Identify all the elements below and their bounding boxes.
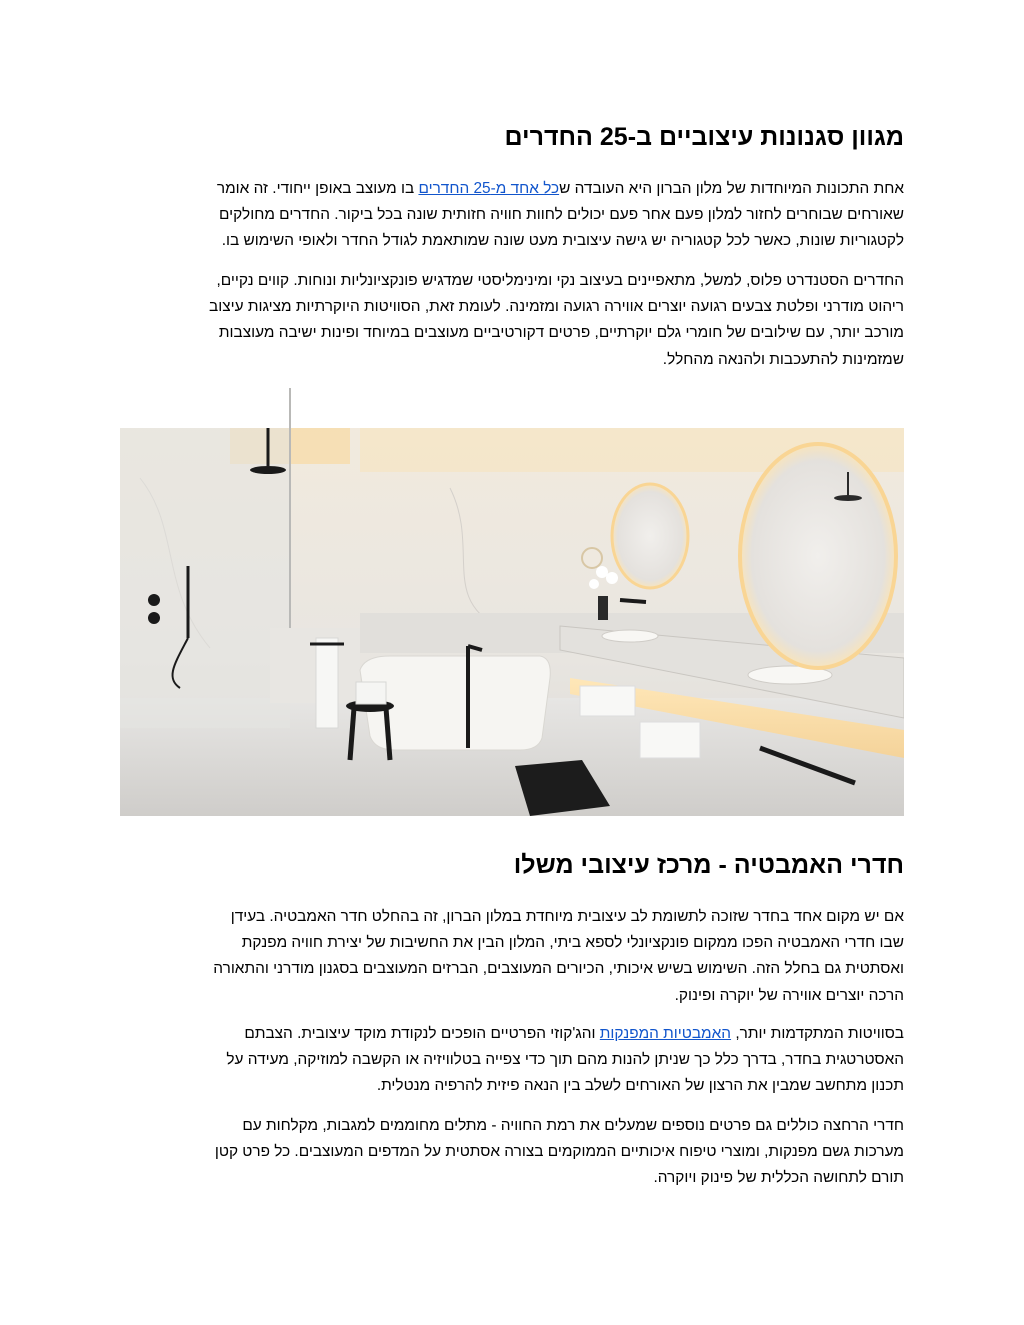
rain-shower-icon	[250, 466, 286, 474]
text-line: אחת התכונות המיוחדות של מלון הברון היא העובדה שכל אחד מ-25 החדרים בו מעוצב באופן ייחודי. זה אומר	[216, 180, 904, 197]
ceiling	[120, 388, 904, 428]
round-mirror-large	[740, 444, 896, 668]
text-line: אם יש מקום אחד בחדר שזוכה לתשומת לב עיצובית מיוחדת במלון הברון, זה בהחלט חדר האמבטיה. בעידן	[230, 908, 904, 925]
paragraph-room-categories	[120, 268, 904, 373]
text-line: ריהוט מודרני ופלטת צבעים רגועה יוצרים אווירה רגועה ומזמינה. לעומת זאת, הסוויטות היוקרתיות מציגות עיצוב	[209, 298, 904, 316]
section-title-bathrooms: חדרי האמבטיה - מרכז עיצובי משלו	[513, 851, 904, 879]
text-line: שבו חדרי האמבטיה הפכו ממקום פונקציונלי לספא ביתי, המלון הבין את החשיבות של יצירת חוויה מפנקת	[241, 934, 904, 952]
text-line: בסוויטות המתקדמות יותר, האמבטיות המפנקות והג'קוזי הפרטיים הופכים לנקודת מוקד עיצובית. הצבתם	[244, 1025, 904, 1042]
section-title-design-styles: מגוון סגנונות עיצוביים ב-25 החדרים	[504, 123, 904, 151]
link-pampering-bathtubs[interactable]: האמבטיות המפנקות	[599, 1025, 732, 1042]
text-line: מורכב יותר, עם שילובים של חומרי גלם יוקרתיים, פרטים דקורטיביים מעוצבים במיוחד ופינות ישיבה מעוצבות	[218, 324, 904, 342]
text-line: לקטגוריות שונות, כאשר לכל קטגוריה יש גישה עיצובית מעט שונה שמותאמת לגודל החדר ולאופי השימוש בו.	[221, 232, 904, 250]
paragraph-unique-rooms	[120, 176, 904, 255]
text-line: מערכות גשם מפנקות, ומוצרי טיפוח איכותיים הממוקמים בצורה אסתטית על המדפים המעוצבים. כל פרט קטן	[214, 1143, 904, 1161]
bathroom-photo	[120, 388, 904, 816]
text-line: האסטרטגית בחדר, בדרך כלל כך שניתן להנות מהם תוך כדי צפייה בטלוויזיה או הקשבה למוזיקה, מעידה על	[226, 1051, 904, 1069]
text-line: הרכה יוצרים אווירה של יוקרה ופינוק.	[674, 986, 904, 1004]
text-line: שמזמינות להתעכבות ולהנאה מהחלל.	[662, 350, 904, 368]
paragraph-bathroom-focus	[120, 904, 904, 1009]
round-mirror-small	[612, 484, 688, 588]
link-each-of-25-rooms[interactable]: כל אחד מ-25 החדרים	[418, 180, 560, 197]
text-line: החדרים הסטנדרט פלוס, למשל, מתאפיינים בעיצוב נקי ומינימליסטי שמדגיש פונקציונליות ונוחות. קווים נקיים,	[216, 272, 904, 289]
text-line: תורם לתחושה הכללית של פינוק ויוקרה.	[653, 1169, 904, 1187]
half-wall	[270, 628, 360, 703]
paragraph-suites-bathtubs	[120, 1021, 904, 1100]
text-line: שאורחים שבוחרים לחזור למלון פעם אחר פעם יכולים לחוות חוויה חזותית שונה בכל ביקור. החדרים מחולקים	[219, 206, 904, 224]
paragraph-bathroom-details	[120, 1113, 904, 1192]
text-line: תכנון מתחשב שמבין את הרצון של האורחים לשלב בין הנאה פיזית להרפיה מנטלית.	[376, 1077, 904, 1095]
text-line: חדרי הרחצה כוללים גם פרטים נוספים שמעלים את רמת החוויה - מתלים מחוממים למגבות, מקלחות עם	[242, 1117, 904, 1134]
text-line: ואסתטית גם בחלל הזה. השימוש בשיש איכותי, הכיורים המעוצבים, הברזים המעוצבים בסגנון מודרני והתאורה	[213, 960, 904, 978]
